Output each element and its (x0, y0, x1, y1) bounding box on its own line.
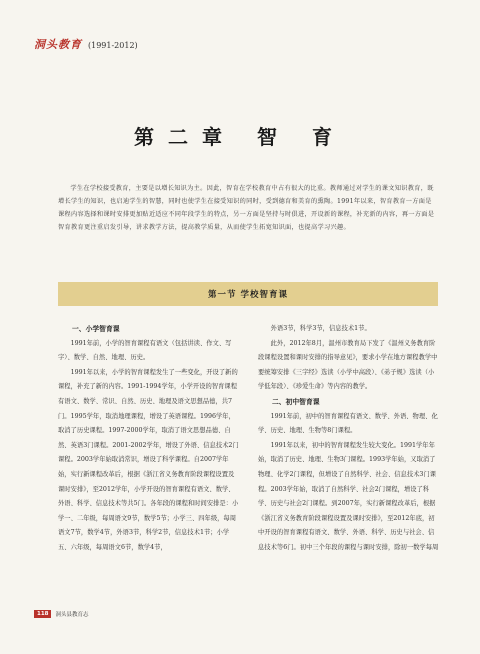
book-logo: 洞头教育 (34, 38, 82, 51)
page-number: 118 (34, 610, 51, 618)
chapter-title: 第二章 智 育 (134, 125, 346, 149)
chapter-intro: 学生在学校接受教育，主要是以增长知识为主。因此，智育在学校教育中占有很大的比重。教师通过对学生的课文知识教育，既增长学生的知识，也启迪学生的智慧，同时也使学生在接受知识的同时，受到德育和美育的熏陶。1991年以来，智育教育一方面是课程内容选择和课时安排更加贴近适应不同年段学生的特点，另一方面是坚持与时俱进，开设新的课程，补充新的内容，再一方面是智育教育更注重启发引导，讲求教学方法，提高教学质量，从而使学生拓宽知识面，也提高学习兴趣。 (58, 185, 435, 231)
page-footer (34, 610, 89, 618)
section-banner (58, 282, 438, 306)
left-column (58, 322, 240, 556)
right-column (258, 322, 440, 556)
body-paragraph: 1991年前，初中的智育课程有语文、数学、外语、物理、化学、历史、地理、生物等8门课程。 (258, 412, 438, 435)
running-header (34, 36, 138, 52)
body-paragraph: 1991年以来，小学的智育课程发生了一些变化，开设了新的课程，补充了新的内容。1991-1994学年，小学开设的智育课程有语文、数学、常识、自然、历史、地理及语文思想品德，共7门。1995学年，取消地理课程，增设了英语课程。1996学年，取消了历史课程。1997-2000学年，取消了语文思想品德、自然、英语3门课程。2001-2002学年，增设了外语、信息技术2门课程。2003学年始取消常识，增设了科学课程。自2007学年始，实行新课程改革后，根据《浙江省义务教育阶段课程设置及课时安排》，至2012学年，小学开设的智育课程有语文、数学、外语、科学、信息技术等共5门。各年段的课程和时间安排是：小学一、二年级，每周语文9节，数学5节；小学三、四年级，每周语文7节，数学4节，外语3节，科学2节，信息技术1节；小学五、六年级，每周语文6节，数学4节， (58, 368, 239, 551)
header-years: (1991-2012) (88, 41, 138, 50)
body-paragraph: 1991年以来，初中的智育课程发生较大变化。1991学年年始，取消了历史、地理、生物3门课程。1993学年始，又取消了物理、化学2门课程，但增设了自然科学、社会、信息技术3门课程。2003学年始，取消了自然科学、社会2门课程，增设了科学、历史与社会2门课程。到2007年，实行新课程改革后，根据《浙江省义务教育阶段课程设置及课时安排》，至2012年底，初中开设的智育课程有语文、数学、外语、科学、历史与社会、信息技术等6门。初中三个年段的课程与课时安排，除初一数学每周 (258, 441, 439, 551)
subsection-heading: 一、小学智育课 (72, 325, 120, 333)
body-paragraph: 1991年前，小学的智育课程有语文（包括讲读、作文、写字）、数学、自然、地理、历史。 (58, 339, 232, 362)
body-paragraph: 外语3节，科学3节，信息技术1节。 (270, 325, 371, 332)
subsection-heading: 二、初中智育课 (272, 397, 320, 406)
section-title: 第一节 学校智育课 (208, 290, 288, 300)
body-paragraph: 此外，2012年8月，温州市教育局下发了《温州义务教育阶段课程设置和课时安排的指导意见》，要求小学在地方课程教学中要统筹安排《三字经》选读（小学中高段）、《弟子规》选读（小学低年段）、《珍爱生命》等内容的教学。 (258, 339, 438, 391)
footer-label: 洞头县教育志 (55, 612, 89, 618)
